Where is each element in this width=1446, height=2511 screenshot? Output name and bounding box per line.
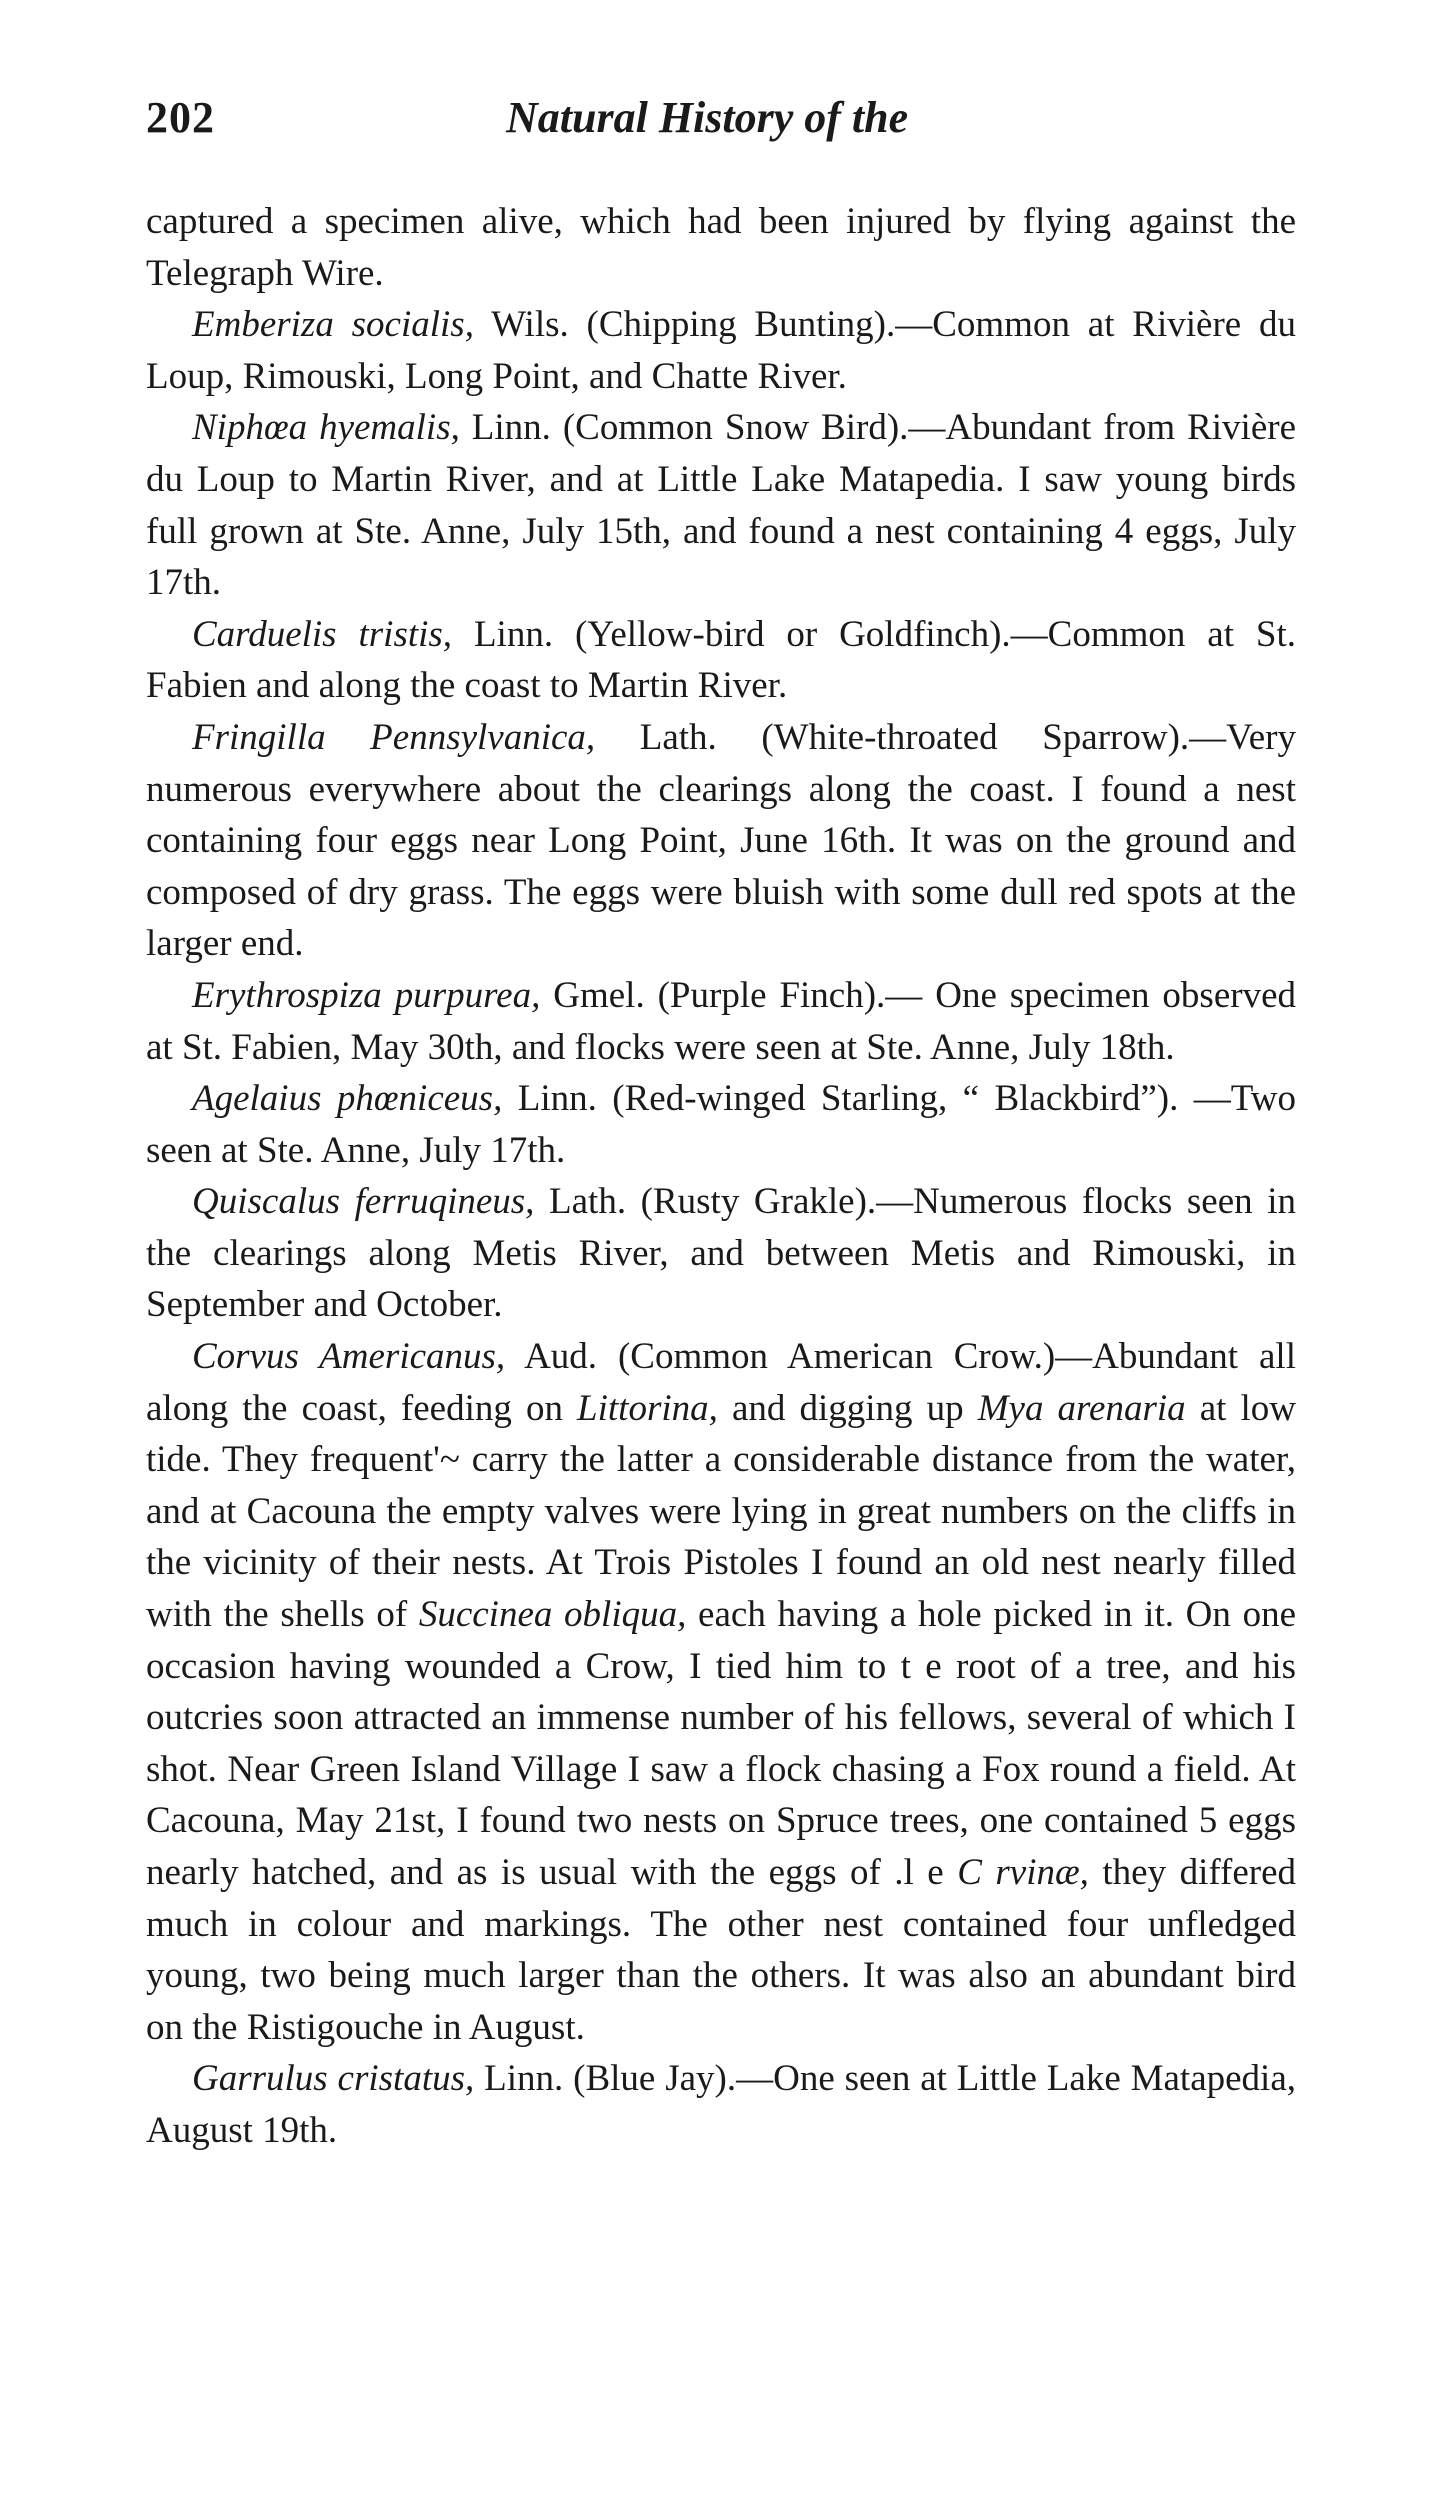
page-header — [146, 92, 1296, 152]
italic-term: Littorina, — [577, 1387, 718, 1429]
species-name: Quiscalus ferruqineus, — [192, 1181, 535, 1223]
species-name: Agelaius phœniceus, — [192, 1078, 503, 1120]
species-name: Fringilla Pennsylvanica, — [192, 716, 596, 758]
species-entry-quiscalus — [146, 1176, 1296, 1331]
species-entry-emberiza — [146, 299, 1296, 402]
species-name: Corvus Americanus, — [192, 1336, 506, 1378]
entry-text: they differed much in colour and markings. The other nest contained four unfledged young, two being much larger than the others. It was also an abundant bird on the Ristigouche in August. — [146, 1852, 1297, 2048]
entry-text: Linn. (Red-winged Starling, “ Blackbird”). —Two seen at Ste. Anne, July 17th. — [146, 1078, 1297, 1171]
species-entry-corvus — [146, 1331, 1296, 2053]
italic-term: Mya arenaria — [977, 1387, 1186, 1429]
entry-text: Linn. (Common Snow Bird).—Abundant from Rivière du Loup to Martin River, and at Little Lake Matapedia. I saw young birds full grown at Ste. Anne, July 15th, and found a nest containing 4 eggs, July 17th. — [146, 407, 1296, 604]
entry-text: Linn. (Blue Jay).—One seen at Little Lake Matapedia, August 19th. — [146, 2058, 1296, 2151]
entry-text: at low tide. They frequent'~ carry the latter a considerable distance from the water, and at Cacouna the empty valves were lying in great numbers on the cliffs in the vicinity of their nests. At Trois Pistoles I found an old nest nearly filled with the shells of — [146, 1387, 1297, 1636]
italic-term: Succinea obliqua, — [418, 1594, 687, 1636]
page-number: 202 — [146, 93, 215, 142]
species-entry-carduelis — [146, 609, 1296, 712]
species-name: Emberiza socialis, — [192, 304, 474, 346]
entry-text: and digging up — [717, 1387, 978, 1429]
species-entry-niphoea — [146, 402, 1296, 608]
paragraph-text: captured a specimen alive, which had been injured by flying against the Telegraph Wire. — [146, 201, 1296, 294]
species-name: Carduelis tristis, — [192, 613, 453, 655]
species-entry-erythrospiza — [146, 970, 1296, 1073]
running-title: Natural History of the — [506, 93, 909, 142]
entry-text: each having a hole picked in it. On one occasion having wounded a Crow, I tied him to t e root of a tree, and his outcries soon attracted an immense number of his fellows, several of which I shot. Near Green Island Village I saw a flock chasing a Fox round a field. At Cacouna, May 21st, I found two nests on Spruce trees, one contained 5 eggs nearly hatched, and as is usual with the eggs of .l e — [146, 1594, 1296, 1893]
entry-text: Lath. (Rusty Grakle).—Numerous flocks seen in the clearings along Metis River, and between Metis and Rimouski, in September and October. — [146, 1181, 1296, 1326]
species-name: Niphœa hyemalis, — [192, 407, 460, 449]
entry-text: Wils. (Chipping Bunting).—Common at Rivière du Loup, Rimouski, Long Point, and Chatte River. — [146, 304, 1296, 397]
species-name: Erythrospiza purpurea, — [192, 974, 541, 1016]
italic-term: C rvinæ, — [957, 1852, 1089, 1893]
entry-text: Linn. (Yellow-bird or Goldfinch).—Common at St. Fabien and along the coast to Martin River. — [146, 613, 1297, 707]
species-entry-agelaius — [146, 1073, 1296, 1176]
species-entry-fringilla — [146, 712, 1296, 970]
body-text — [146, 196, 1296, 2157]
entry-text: Aud. (Common American Crow.)—Abundant all along the coast, feeding on — [146, 1336, 1296, 1429]
entry-text: Lath. (White-throated Sparrow).—Very numerous everywhere about the clearings along the coast. I found a nest containing four eggs near Long Point, June 16th. It was on the ground and composed of dry grass. The eggs were bluish with some dull red spots at the larger end. — [146, 716, 1296, 965]
entry-text: Gmel. (Purple Finch).— One specimen observed at St. Fabien, May 30th, and flocks were seen at Ste. Anne, July 18th. — [146, 974, 1296, 1068]
species-name: Garrulus cristatus, — [192, 2058, 475, 2100]
paragraph-continuation — [146, 196, 1296, 299]
species-entry-garrulus — [146, 2053, 1296, 2156]
